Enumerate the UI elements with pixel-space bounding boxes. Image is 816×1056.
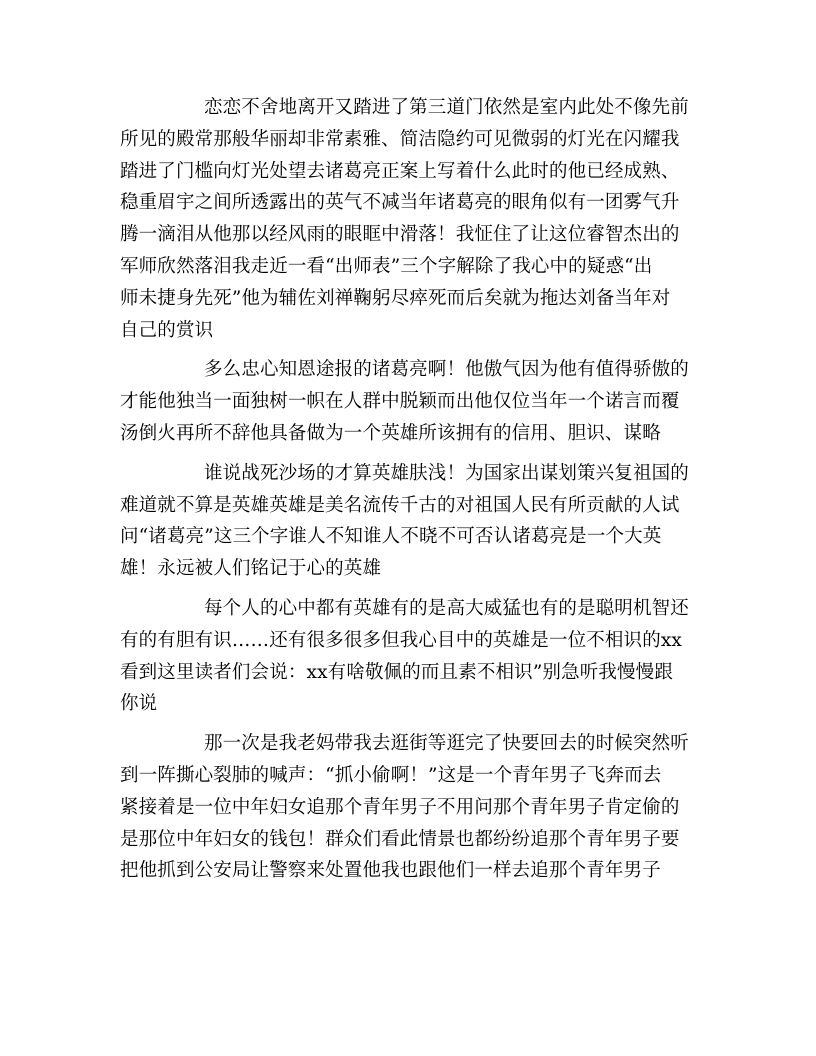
text-line: 自己的赏识	[120, 319, 214, 341]
text-line: 雄！永远被人们铭记于心的英雄	[120, 558, 382, 580]
text-line: 紧接着是一位中年妇女追那个青年男子不用问那个青年男子肯定偷的	[120, 796, 680, 818]
text-line: 汤倒火再所不辞他具备做为一个英雄所该拥有的信用、胆识、谋略	[120, 422, 661, 444]
text-line: 有的有胆有识……还有很多很多但我心目中的英雄是一位不相识的xx	[120, 629, 683, 651]
paragraph	[120, 354, 700, 449]
text-line: 军师欣然落泪我走近一看“出师表”三个字解除了我心中的疑惑“出	[120, 255, 653, 277]
text-line: 谁说战死沙场的才算英雄肤浅！为国家出谋划策兴复祖国的	[204, 462, 689, 484]
text-line: 腾一滴泪从他那以经风雨的眼眶中滑落！我怔住了让这位睿智杰出的	[120, 224, 680, 246]
text-line: 难道就不算是英雄英雄是美名流传千古的对祖国人民有所贡献的人试	[120, 494, 680, 516]
text-line: 所见的殿常那般华丽却非常素雅、简洁隐约可见微弱的灯光在闪耀我	[120, 128, 680, 150]
text-line: 问“诸葛亮”这三个字谁人不知谁人不晓不可否认诸葛亮是一个大英	[120, 526, 662, 548]
text-line: 多么忠心知恩途报的诸葛亮啊！他傲气因为他有值得骄傲的	[204, 359, 689, 381]
text-line: 你说	[120, 693, 158, 715]
paragraph	[120, 92, 700, 346]
text-line: 把他抓到公安局让警察来处置他我也跟他们一样去追那个青年男子	[120, 860, 661, 882]
paragraph	[120, 458, 700, 585]
text-line: 看到这里读者们会说：xx有啥敬佩的而且素不相识”别急听我慢慢跟	[120, 661, 673, 683]
text-line: 每个人的心中都有英雄有的是高大威猛也有的是聪明机智还	[204, 597, 689, 619]
text-line: 恋恋不舍地离开又踏进了第三道门依然是室内此处不像先前	[204, 97, 689, 118]
text-line: 到一阵撕心裂肺的喊声：“抓小偷啊！”这是一个青年男子飞奔而去	[120, 764, 662, 786]
text-line: 稳重眉宇之间所透露出的英气不减当年诸葛亮的眼角似有一团雾气升	[120, 192, 680, 214]
paragraph	[120, 593, 700, 720]
text-line: 踏进了门槛向灯光处望去诸葛亮正案上写着什么此时的他已经成熟、	[120, 160, 680, 182]
text-line: 师未捷身先死”他为辅佐刘禅鞠躬尽瘁死而后矣就为拖达刘备当年对	[120, 287, 671, 309]
document-body	[120, 92, 700, 887]
paragraph	[120, 728, 700, 887]
text-line: 那一次是我老妈带我去逛街等逛完了快要回去的时候突然听	[204, 733, 689, 755]
text-line: 才能他独当一面独树一帜在人群中脱颖而出他仅位当年一个诺言而覆	[120, 391, 680, 413]
text-line: 是那位中年妇女的钱包！群众们看此情景也都纷纷追那个青年男子要	[120, 828, 680, 850]
